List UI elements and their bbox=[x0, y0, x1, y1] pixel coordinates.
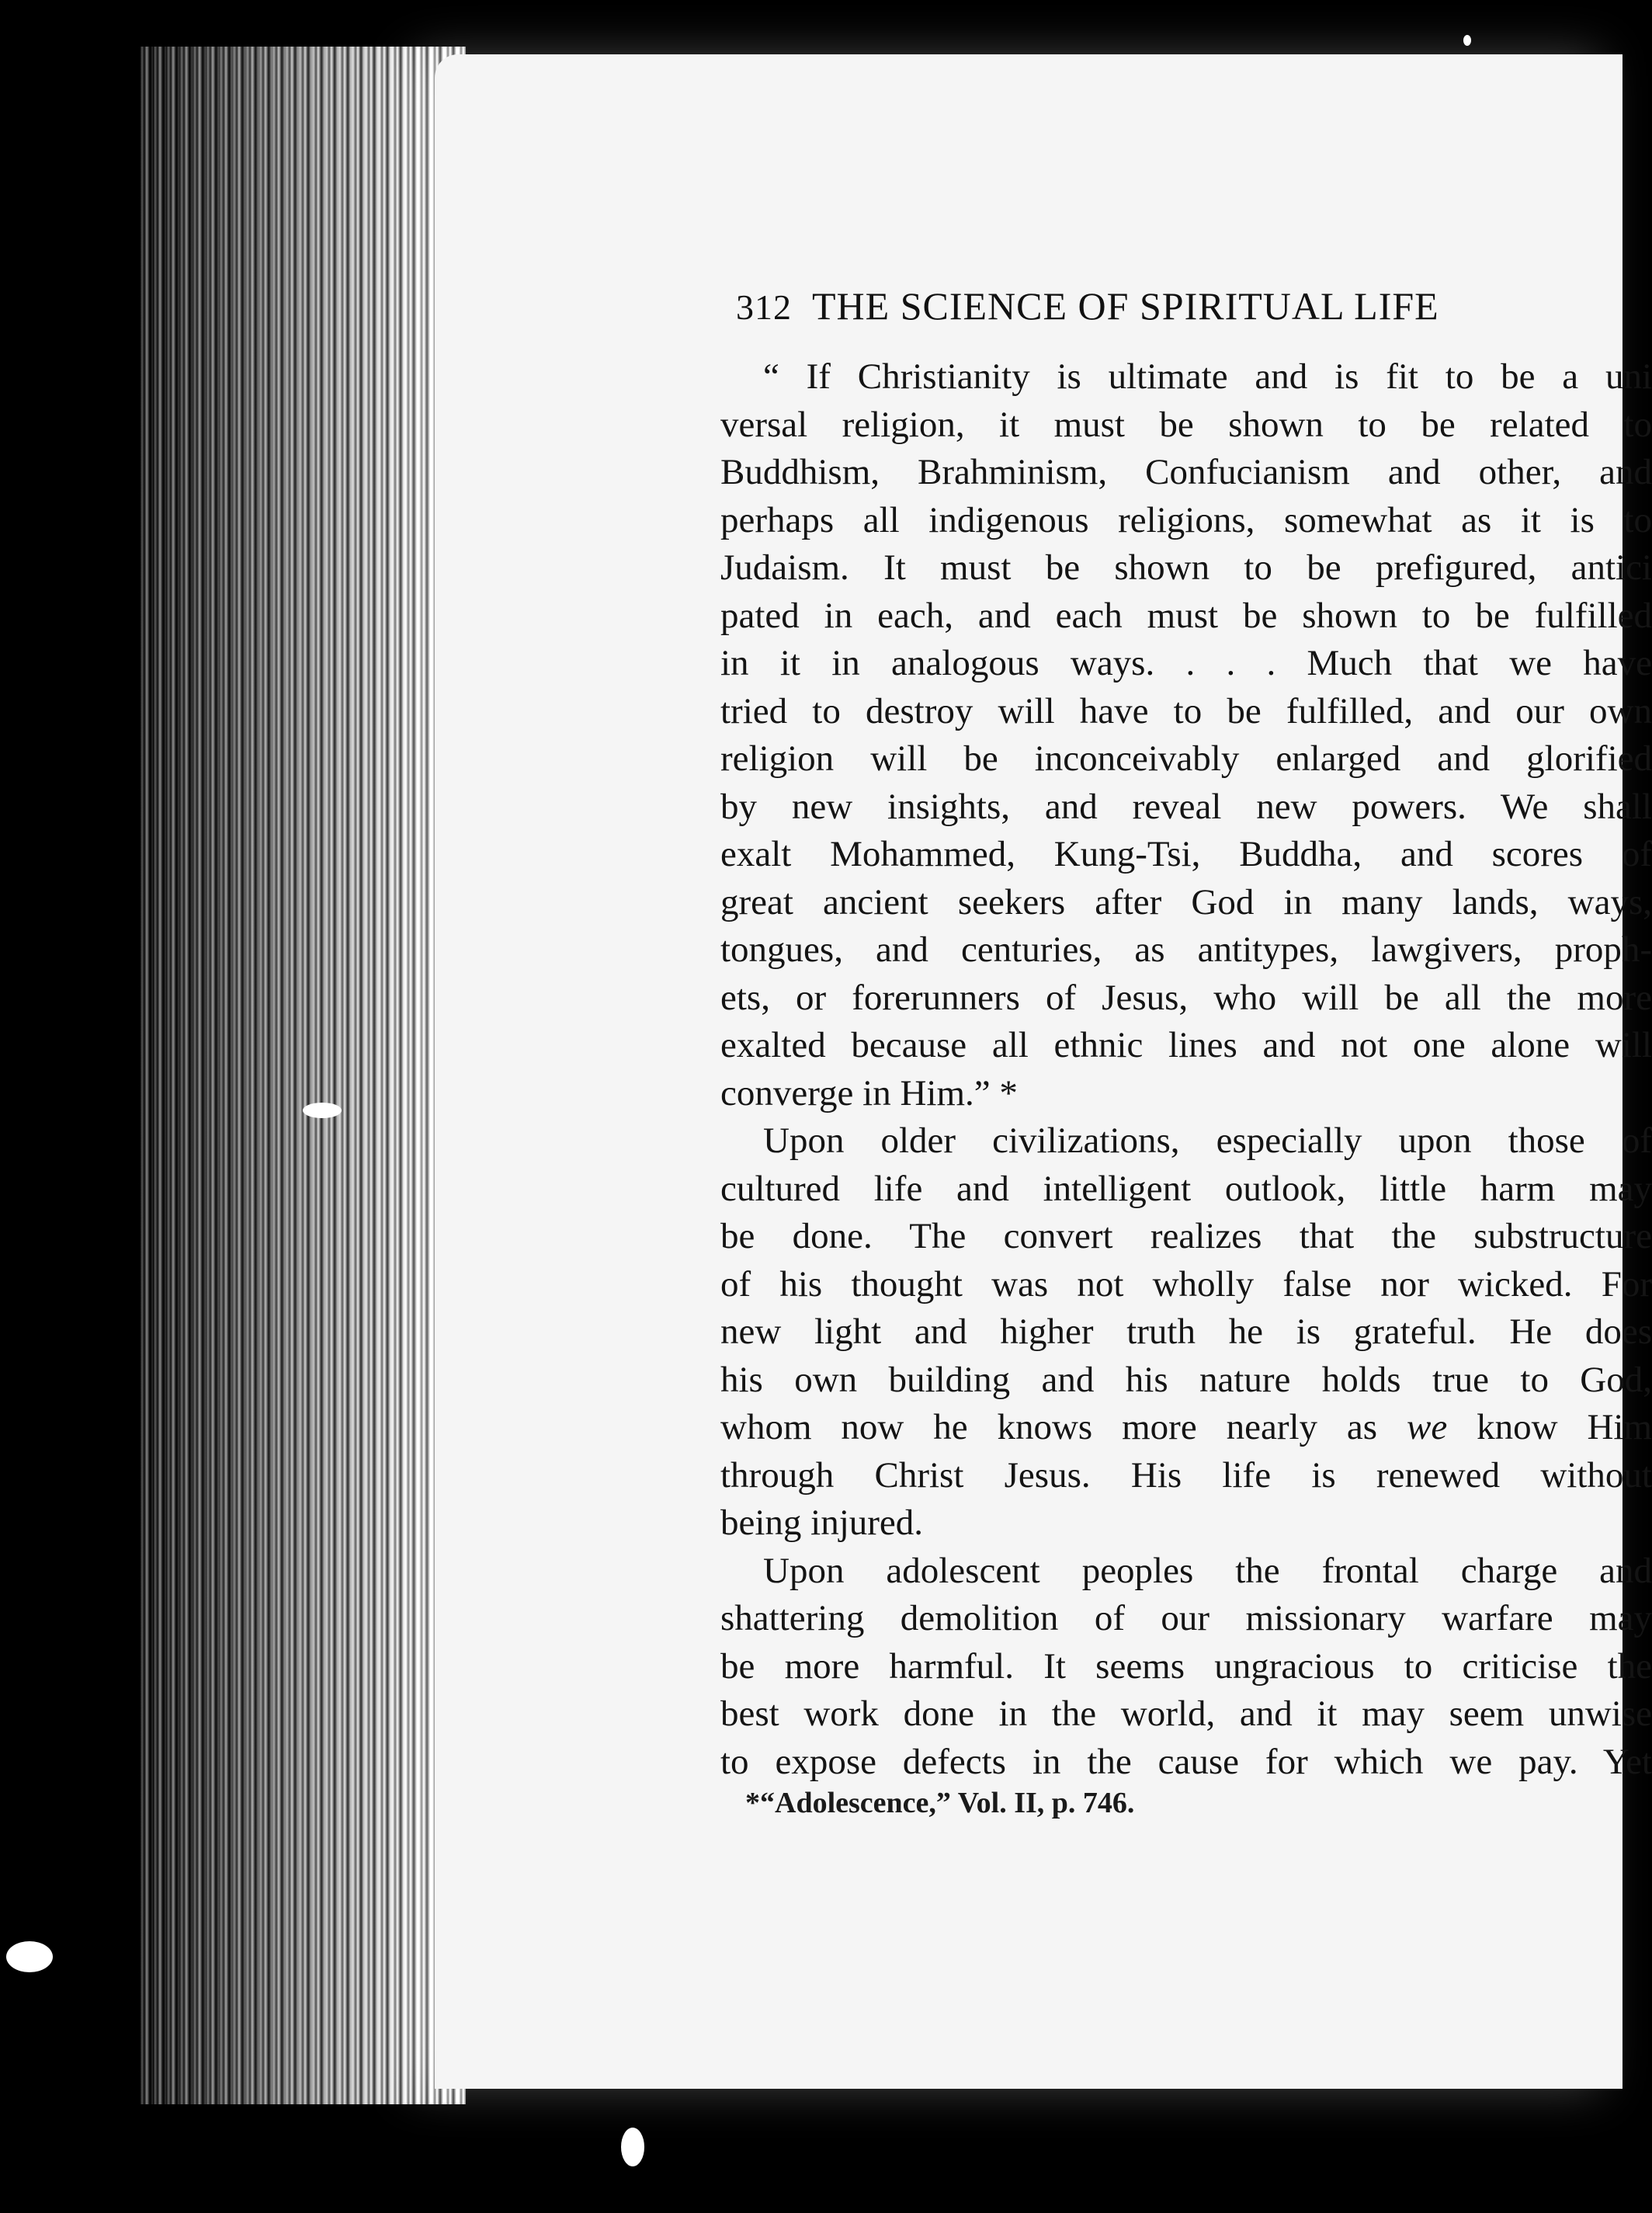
text-line: his own building and his nature holds true to God, bbox=[720, 1359, 1652, 1400]
running-head bbox=[736, 283, 1622, 328]
book-gutter-edge bbox=[140, 47, 466, 2104]
text-line: Upon older civilizations, especially upon those of bbox=[763, 1120, 1652, 1161]
text-line: Buddhism, Brahminism, Confucianism and other, and bbox=[720, 452, 1652, 492]
text-line: converge in Him.” * bbox=[720, 1072, 1018, 1113]
text-line: ets, or forerunners of Jesus, who will be all the more bbox=[720, 977, 1652, 1018]
text-line: best work done in the world, and it may seem unwise bbox=[720, 1694, 1652, 1734]
text-line: exalted because all ethnic lines and not one alone will bbox=[720, 1025, 1652, 1065]
text-line: cultured life and intelligent outlook, little harm may bbox=[720, 1168, 1652, 1209]
text-line: of his thought was not wholly false nor wicked. For bbox=[720, 1263, 1652, 1305]
footnote: *“Adolescence,” Vol. II, p. 746. bbox=[745, 1787, 1135, 1819]
text-line: to expose defects in the cause for which we pay. Yet bbox=[720, 1741, 1652, 1782]
text-line: being injured. bbox=[720, 1503, 924, 1543]
text-line: pated in each, and each must be shown to be fulfilled bbox=[720, 595, 1652, 636]
text-line: be more harmful. It seems ungracious to criticise the bbox=[720, 1645, 1652, 1687]
text-line: religion will be inconceivably enlarged and glorified bbox=[720, 738, 1652, 779]
text-line: great ancient seekers after God in many lands, ways, bbox=[720, 881, 1652, 922]
emphasis: we bbox=[1406, 1407, 1448, 1447]
body-text bbox=[720, 353, 1652, 1786]
scan-speck bbox=[303, 1103, 342, 1118]
running-head-title: THE SCIENCE OF SPIRITUAL LIFE bbox=[812, 284, 1439, 328]
text-line: by new insights, and reveal new powers. We shall bbox=[720, 786, 1652, 827]
text-line: tongues, and centuries, as antitypes, lawgivers, proph- bbox=[720, 929, 1652, 970]
text-line: through Christ Jesus. His life is renewed without bbox=[720, 1454, 1652, 1496]
scan-speck bbox=[6, 1941, 53, 1972]
text-line: shattering demolition of our missionary warfare may bbox=[720, 1598, 1652, 1638]
text-line: “ If Christianity is ultimate and is fit to be a uni bbox=[763, 356, 1652, 397]
text-line: whom now he knows more nearly as we know Him bbox=[720, 1407, 1652, 1447]
scan-speck bbox=[1463, 35, 1471, 46]
text-line: Upon adolescent peoples the frontal charge and bbox=[763, 1550, 1652, 1591]
text-line: in it in analogous ways. . . . Much that we have bbox=[720, 643, 1652, 683]
page-number: 312 bbox=[736, 287, 792, 327]
text-line: exalt Mohammed, Kung-Tsi, Buddha, and scores of bbox=[720, 834, 1652, 874]
text-line: new light and higher truth he is grateful. He does bbox=[720, 1311, 1652, 1352]
text-line: versal religion, it must be shown to be related to bbox=[720, 404, 1652, 445]
text-line: Judaism. It must be shown to be prefigured, antici bbox=[720, 547, 1652, 588]
text-line: tried to destroy will have to be fulfilled, and our own bbox=[720, 690, 1652, 731]
scan-speck bbox=[621, 2128, 644, 2166]
text-line: perhaps all indigenous religions, somewhat as it is to bbox=[720, 499, 1652, 540]
text-line: be done. The convert realizes that the substructure bbox=[720, 1216, 1652, 1256]
